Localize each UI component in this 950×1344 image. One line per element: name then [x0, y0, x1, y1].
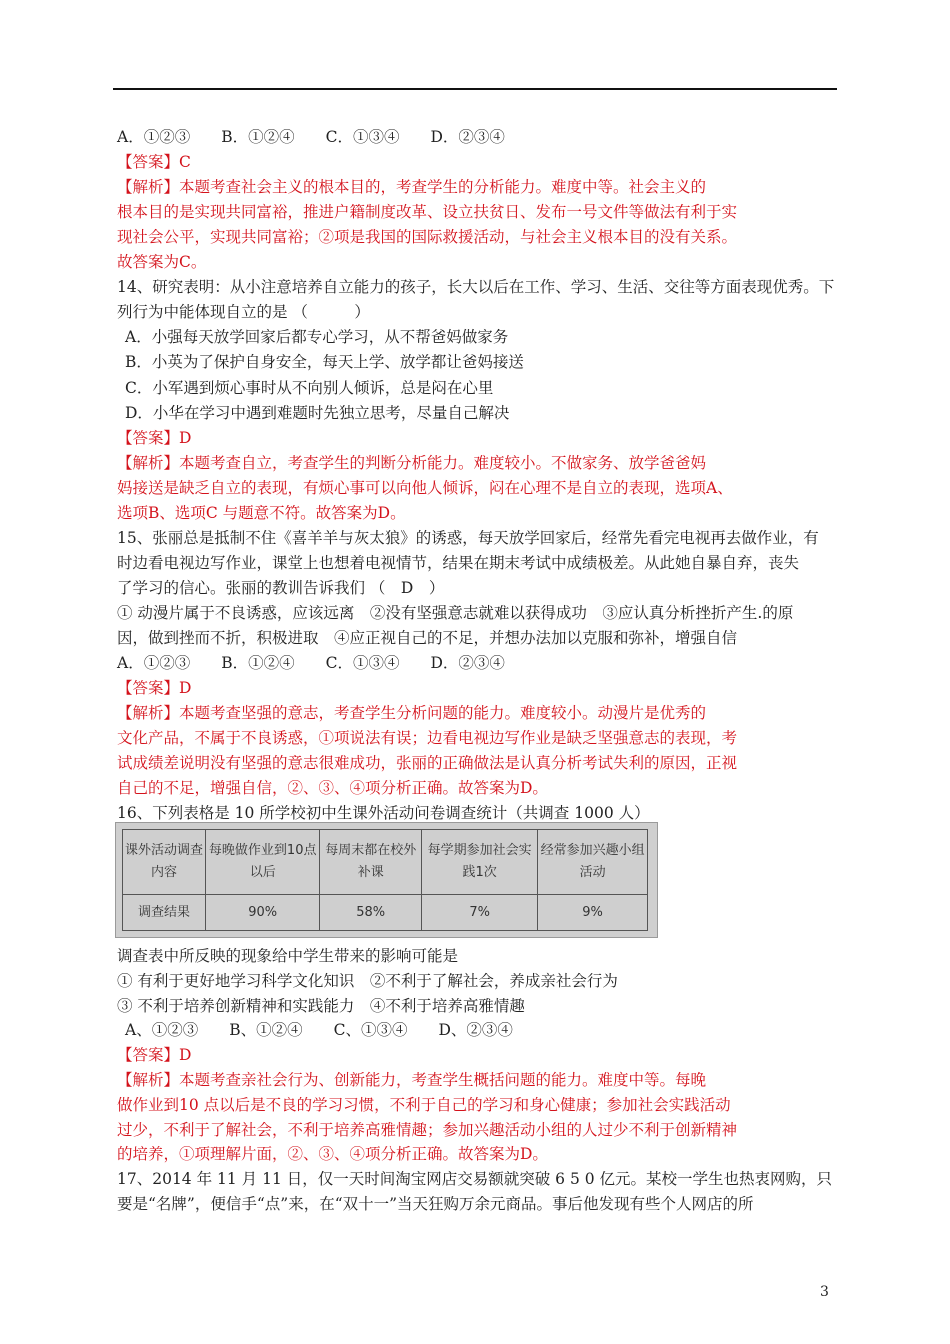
- table-cell: 每周末都在校外补课: [320, 830, 422, 895]
- text-line: 14、研究表明：从小注意培养自立能力的孩子，长大以后在工作、学习、生活、交往等方面表现优秀。下: [117, 278, 835, 297]
- text-line: 根本目的是实现共同富裕，推进户籍制度改革、设立扶贫日、发布一号文件等做法有利于实: [117, 203, 738, 222]
- header-rule: [113, 88, 837, 90]
- text-line: A．①②③ B．①②④ C．①③④ D．②③④: [117, 654, 505, 673]
- text-line: 【答案】D: [117, 679, 192, 698]
- text-line: 16、下列表格是 10 所学校初中生课外活动问卷调查统计（共调查 1000 人）: [117, 804, 650, 823]
- survey-table-image: [115, 822, 658, 938]
- text-line: 选项B、选项C 与题意不符。故答案为D。: [117, 503, 406, 522]
- text-line: 因，做到挫而不折，积极进取 ④应正视自己的不足，并想办法加以克服和弥补，增强自信: [117, 629, 738, 647]
- table-cell: 9%: [538, 895, 648, 931]
- table-row: [123, 895, 648, 931]
- table-cell: 经常参加兴趣小组活动: [538, 830, 648, 895]
- text-line: A．小强每天放学回家后都专心学习，从不帮爸妈做家务: [125, 328, 509, 347]
- text-line: 现社会公平，实现共同富裕；②项是我国的国际救援活动，与社会主义根本目的没有关系。: [117, 228, 738, 247]
- table-header-cell: 调查结果: [123, 895, 206, 931]
- text-line: A．①②③ B．①②④ C．①③④ D．②③④: [117, 128, 505, 146]
- text-line: 试成绩差说明没有坚强的意志很难成功，张丽的正确做法是认真分析考试失利的原因，正视: [117, 754, 738, 773]
- text-line: 【答案】C: [117, 153, 191, 172]
- survey-table: [122, 829, 648, 931]
- text-line: 过少，不利于了解社会，不利于培养高雅情趣；参加兴趣活动小组的人过少不利于创新精神: [117, 1120, 738, 1139]
- table-cell: 每学期参加社会实践1次: [422, 830, 538, 895]
- text-line: 15、张丽总是抵制不住《喜羊羊与灰太狼》的诱惑，每天放学回家后，经常先看完电视再去做作业，有: [117, 528, 819, 547]
- text-line: 【解析】本题考查社会主义的根本目的，考查学生的分析能力。难度中等。社会主义的: [117, 178, 707, 197]
- text-line: 故答案为C。: [117, 253, 207, 272]
- text-line: 了学习的信心。张丽的教训告诉我们 （ D ）: [117, 578, 445, 597]
- table-header-cell: 课外活动调查内容: [123, 830, 206, 895]
- text-line: 【解析】本题考查坚强的意志，考查学生分析问题的能力。难度较小。动漫片是优秀的: [117, 704, 707, 723]
- table-cell: 90%: [206, 895, 320, 931]
- table-cell: 58%: [320, 895, 422, 931]
- text-line: 要是“名牌”，便信手“点”来，在“双十一”当天狂购万余元商品。事后他发现有些个人网店的所: [117, 1195, 754, 1213]
- text-line: 妈接送是缺乏自立的表现，有烦心事可以向他人倾诉，闷在心理不是自立的表现，选项A、: [117, 478, 733, 497]
- table-cell: 7%: [422, 895, 538, 931]
- text-line: ① 有利于更好地学习科学文化知识 ②不利于了解社会，养成亲社会行为: [117, 971, 618, 990]
- text-line: 自己的不足，增强自信，②、③、④项分析正确。故答案为D。: [117, 779, 548, 798]
- text-line: ① 动漫片属于不良诱惑，应该远离 ②没有坚强意志就难以获得成功 ③应认真分析挫折产生.的原: [117, 603, 794, 622]
- text-line: B．小英为了保护自身安全，每天上学、放学都让爸妈接送: [125, 353, 524, 372]
- text-line: 文化产品，不属于不良诱惑，①项说法有误；边看电视边写作业是缺乏坚强意志的表现，考: [117, 729, 738, 748]
- table-row: [123, 830, 648, 895]
- text-line: 时边看电视边写作业，课堂上也想着电视情节，结果在期末考试中成绩极差。从此她自暴自弃，丧失: [117, 553, 800, 572]
- text-line: 做作业到10 点以后是不良的学习习惯，不利于自己的学习和身心健康；参加社会实践活动: [117, 1095, 731, 1114]
- text-line: 列行为中能体现自立的是 （ ）: [117, 303, 370, 322]
- text-line: ③ 不利于培养创新精神和实践能力 ④不利于培养高雅情趣: [117, 996, 525, 1015]
- text-line: 17、2014 年 11 月 11 日，仅一天时间淘宝网店交易额就突破 6 5 0 亿元。某校一学生也热衷网购，只: [117, 1170, 833, 1189]
- text-line: 的培养，①项理解片面，②、③、④项分析正确。故答案为D。: [117, 1145, 548, 1164]
- page-number: 3: [820, 1284, 829, 1300]
- text-line: 【解析】本题考查亲社会行为、创新能力，考查学生概括问题的能力。难度中等。每晚: [117, 1071, 707, 1089]
- text-line: A、①②③ B、①②④ C、①③④ D、②③④: [125, 1021, 513, 1040]
- text-line: D．小华在学习中遇到难题时先独立思考，尽量自己解决: [125, 403, 510, 422]
- text-line: 【答案】D: [117, 428, 192, 447]
- text-line: 【解析】本题考查自立，考查学生的判断分析能力。难度较小。不做家务、放学爸爸妈: [117, 453, 707, 472]
- text-line: 调查表中所反映的现象给中学生带来的影响可能是: [117, 947, 459, 965]
- text-line: 【答案】D: [117, 1046, 192, 1065]
- text-line: C．小军遇到烦心事时从不向别人倾诉，总是闷在心里: [125, 378, 494, 397]
- table-cell: 每晚做作业到10点以后: [206, 830, 320, 895]
